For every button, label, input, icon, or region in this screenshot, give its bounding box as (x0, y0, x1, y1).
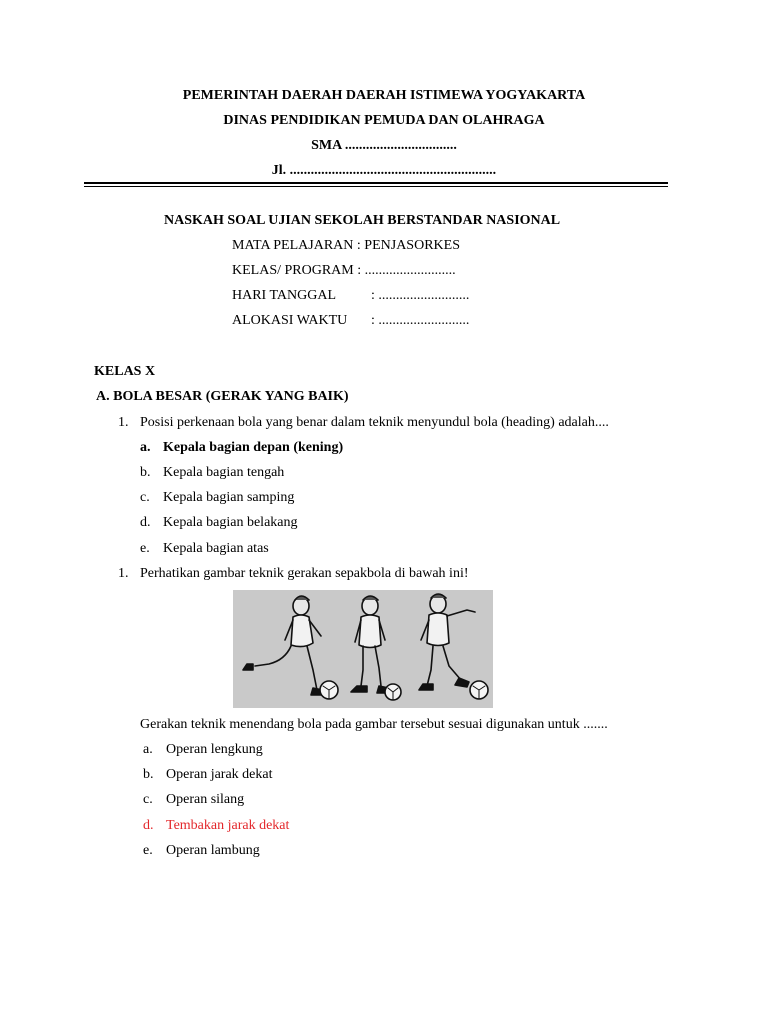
answer-option: Operan lambung (166, 843, 260, 858)
player-figure-2 (351, 596, 389, 693)
exam-field-duration-value (371, 313, 469, 329)
header-department: DINAS PENDIDIKAN PEMUDA DAN OLAHRAGA (223, 113, 545, 128)
exam-field-subject (232, 238, 460, 254)
answer-option: Kepala bagian belakang (163, 515, 298, 530)
question-number: 1. (118, 566, 129, 581)
answer-option-letter: b. (143, 767, 154, 782)
header-school: SMA ................................ (311, 138, 457, 153)
answer-option: Kepala bagian tengah (163, 465, 285, 480)
field-separator: : (371, 288, 375, 303)
field-value: .......................... (364, 263, 456, 278)
field-separator: : (371, 313, 375, 328)
answer-option: Operan jarak dekat (166, 767, 273, 782)
header-rule-thick (84, 182, 668, 184)
answer-option-letter: e. (140, 541, 150, 556)
answer-option-letter: a. (143, 742, 153, 757)
field-value: .......................... (378, 313, 470, 328)
question-number: 1. (118, 415, 129, 430)
answer-option: Operan lengkung (166, 742, 263, 757)
exam-field-date (232, 288, 336, 304)
soccer-players-image (233, 590, 493, 708)
exam-field-duration (232, 313, 347, 329)
exam-title: NASKAH SOAL UJIAN SEKOLAH BERSTANDAR NASIONAL (164, 213, 561, 228)
answer-option-letter: c. (140, 490, 150, 505)
answer-option: Operan silang (166, 792, 245, 807)
field-label: MATA PELAJARAN (232, 238, 354, 253)
answer-option-letter-highlighted: d. (143, 818, 154, 833)
field-separator: : (356, 238, 361, 253)
field-separator: : (357, 263, 362, 278)
player-figure-3 (419, 594, 475, 690)
answer-option-letter: b. (140, 465, 151, 480)
topic-heading: A. BOLA BESAR (GERAK YANG BAIK) (96, 389, 349, 404)
field-label: HARI TANGGAL (232, 288, 337, 303)
class-heading: KELAS X (94, 364, 156, 379)
header-address: Jl. ........................................................... (271, 163, 497, 178)
field-label: KELAS/ PROGRAM (232, 263, 354, 278)
exam-field-class (232, 263, 456, 279)
answer-option-letter: c. (143, 792, 153, 807)
soccer-kick-illustration (233, 590, 493, 708)
answer-option-letter: e. (143, 843, 153, 858)
exam-field-date-value (371, 288, 469, 304)
answer-option: Kepala bagian atas (163, 541, 269, 556)
answer-option-correct: Kepala bagian depan (kening) (163, 440, 344, 455)
field-value: .......................... (378, 288, 470, 303)
header-rule-thin (84, 186, 668, 187)
question-followup: Gerakan teknik menendang bola pada gambar tersebut sesuai digunakan untuk ....... (140, 717, 608, 732)
player-figure-1 (243, 596, 325, 695)
field-value: PENJASORKES (364, 238, 460, 253)
answer-option: Kepala bagian samping (163, 490, 295, 505)
question-text: Posisi perkenaan bola yang benar dalam teknik menyundul bola (heading) adalah.... (140, 415, 609, 430)
answer-option-highlighted: Tembakan jarak dekat (166, 818, 290, 833)
question-text: Perhatikan gambar teknik gerakan sepakbola di bawah ini! (140, 566, 469, 581)
answer-option-letter: d. (140, 515, 151, 530)
answer-option-letter: a. (140, 440, 151, 455)
header-government: PEMERINTAH DAERAH DAERAH ISTIMEWA YOGYAKARTA (182, 88, 586, 103)
field-label: ALOKASI WAKTU (232, 313, 348, 328)
